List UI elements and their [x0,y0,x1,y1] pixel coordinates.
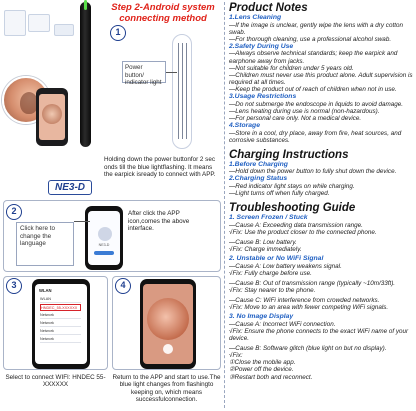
charging-instructions-line: —Hold down the power button to fully shut down the device. [229,168,397,176]
phone-wifi-screen [32,279,90,369]
charging-instructions-title: Charging Instructions [229,148,349,161]
product-notes-line: —Store in a cool, dry place, away from fire, heat sources, and corrosive substances. [229,129,402,144]
tips-case-icon [54,24,74,36]
earpick-device-image [80,2,91,147]
troubleshooting-guide-line: —Cause A: Exceeding data transmission range. [229,221,363,229]
wifi-item[interactable]: Network [40,312,81,319]
troubleshooting-guide-line: —Cause A: Low battery weakens signal. [229,262,342,270]
phone-live-view [140,279,196,369]
product-notes-heading: 2.Safety During Use [229,42,294,50]
connect-button[interactable] [94,251,114,255]
wifi-item[interactable]: Network [40,320,81,327]
troubleshooting-guide-heading: 2. Unstable or No WiFi Signal [229,255,324,263]
device-outline-drawing [172,34,192,149]
pointer-line [166,72,177,73]
troubleshooting-guide-line: ①Close the mobile app. [229,359,296,367]
wifi-item-selected[interactable]: HNDEC_55-XXXXXX [40,304,81,311]
product-notes-heading: 4.Storage [229,121,260,129]
pointer-line [74,221,90,222]
app-icon[interactable] [98,227,112,241]
troubleshooting-guide-line: —Cause A: Incorrect WiFi connection. [229,320,336,328]
accessory-box-icon [28,14,50,32]
troubleshooting-guide-line: —Cause B: Out of transmission range (typically ~10m/33ft). [229,279,396,287]
product-notes-heading: 3.Usage Restrictions [229,93,297,101]
power-button-label: Power button/ indicator light [122,61,166,83]
product-notes-line: —If the image is unclear, gently wipe the lens with a dry cotton swab. [229,21,403,36]
wifi-item[interactable]: Network [40,328,81,335]
wlan-title: WLAN [39,288,52,293]
step-3-number: 3 [6,278,22,294]
product-notes-title: Product Notes [229,2,308,14]
panel-divider [224,2,225,408]
product-notes-line: —Always observe technical standards; keep the earpick and earphone away from jacks. [229,50,398,65]
product-photo [0,0,103,185]
phone-app-screen [85,206,123,270]
model-badge: NE3-D [48,180,92,195]
troubleshooting-guide-line: √Fix: [229,352,243,360]
step-2-number: 2 [6,204,22,220]
step-1-number: 1 [110,25,126,41]
troubleshooting-guide-line: √Fix: Fully charge before use. [229,269,312,277]
troubleshooting-guide-line: √Fix: Use the product closer to the connected phone. [229,228,377,236]
step-3-caption: Select to connect WIFI: HNDEC 55-XXXXXX [5,374,106,389]
product-notes-line: —For personal care only. Not a medical device. [229,114,362,122]
ear-canal-view [147,298,189,340]
app-name: NE3-D [98,243,110,247]
troubleshooting-guide-line: ②Power off the device. [229,366,294,374]
charging-instructions-line: —Light turns off when fully charged. [229,190,330,198]
troubleshooting-guide-heading: 3. No Image Display [229,313,294,321]
troubleshooting-guide-line: ③Restart both and reconnect. [229,373,313,381]
step-2-description: After click the APP icon,comes the above interface. [128,210,190,233]
troubleshooting-guide-line: —Cause B: Software glitch (blue light on but no display). [229,345,387,353]
product-notes-line: —Do not submerge the endoscope in liquids to avoid damage. [229,100,403,108]
troubleshooting-guide-title: Troubleshooting Guide [229,202,356,215]
step-title: Step 2-Android system connecting method [111,2,215,24]
capture-button[interactable] [163,344,173,354]
charging-instructions-line: —Red indicator light stays on while charging. [229,182,355,190]
product-notes-line: —For thorough cleaning, use a professional alcohol swab. [229,35,392,43]
troubleshooting-guide-line: √Fix: Stay nearer to the phone. [229,287,316,294]
troubleshooting-guide-line: √Fix: Ensure the phone connects to the exact WiFi name of your device. [229,327,409,343]
click-language-label: Click here to change the language [16,222,74,266]
product-notes-line: —Keep the product out of reach of children when not in use. [229,85,397,93]
package-box-icon [4,10,26,36]
step-4-number: 4 [115,278,131,294]
charging-instructions-heading: 1.Before Charging [229,160,288,168]
product-notes-line: —Not suitable for children under 5 years old. [229,64,354,72]
device-tip-light [84,0,87,10]
instructions-panel [229,0,415,411]
wifi-item[interactable]: WLAN [40,296,81,303]
product-notes-line: —Children must never use this product alone. Adult supervision is required at all times. [229,71,413,86]
product-notes-line: —Lens heating during use is normal (non-hazardous). [229,107,380,115]
troubleshooting-guide-line: √Fix: Charge immediately. [229,246,302,254]
product-notes-heading: 1.Lens Cleaning [229,14,282,21]
charging-instructions-heading: 2.Charging Status [229,175,288,183]
troubleshooting-guide-line: —Cause B: Low battery. [229,238,297,246]
wifi-item[interactable]: Network [40,336,81,343]
step-4-caption: Return to the APP and start to use.The blue light changes from flashingto keeping on, which means successfulconnection. [112,374,221,404]
step-1-description: Holding down the power buttonfor 2 sec onds till the blue lightflashing. It means the earpick isready to connect with APP. [104,156,216,179]
troubleshooting-guide-line: √Fix: Move to an area with fewer competing WiFi signals. [229,304,389,312]
phone-image [36,88,68,146]
troubleshooting-guide-line: —Cause C: WiFi interference from crowded networks. [229,297,380,305]
troubleshooting-guide-heading: 1. Screen Frozen / Stuck [229,214,308,222]
